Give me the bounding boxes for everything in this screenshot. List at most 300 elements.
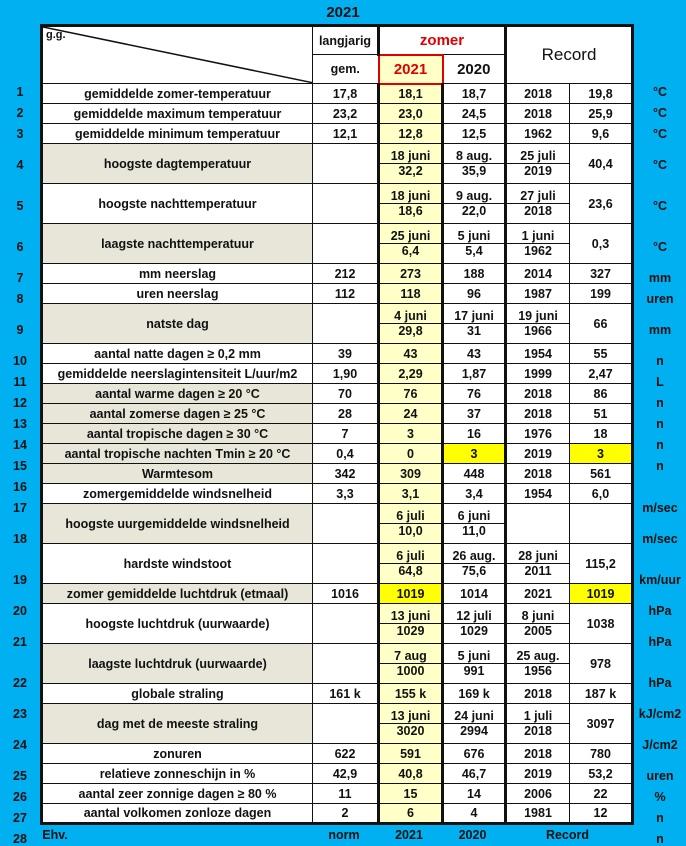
record-year-cell: 1954 bbox=[506, 344, 570, 364]
row-unit: n bbox=[656, 396, 664, 410]
record-year-cell-value: 2011 bbox=[524, 564, 552, 578]
row-unit: °C bbox=[652, 240, 668, 254]
norm-cell: 1016 bbox=[313, 584, 379, 604]
footer-2020: 2020 bbox=[458, 828, 487, 842]
prev-year-cell-value: 991 bbox=[463, 664, 485, 678]
norm-cell bbox=[313, 544, 379, 584]
row-number: 7 bbox=[16, 271, 24, 285]
prev-year-cell-value: 22,0 bbox=[461, 204, 487, 218]
table-row bbox=[42, 684, 633, 704]
cur-year-cell: 15 bbox=[379, 784, 443, 804]
norm-cell: 12,1 bbox=[313, 124, 379, 144]
prev-year-cell: 18,7 bbox=[443, 84, 506, 104]
row-label: zonuren bbox=[42, 744, 313, 764]
record-year-cell: 2006 bbox=[506, 784, 570, 804]
prev-year-cell: 37 bbox=[443, 404, 506, 424]
footer-norm: norm bbox=[328, 828, 360, 842]
norm-cell bbox=[313, 304, 379, 344]
row-unit: mm bbox=[648, 271, 672, 285]
cur-year-cell: 591 bbox=[379, 744, 443, 764]
cur-year-cell: 118 bbox=[379, 284, 443, 304]
row-unit: °C bbox=[652, 158, 668, 172]
cur-year-cell bbox=[379, 604, 443, 644]
record-year-cell: 2018 bbox=[506, 384, 570, 404]
norm-cell: 1,90 bbox=[313, 364, 379, 384]
row-label: zomer gemiddelde luchtdruk (etmaal) bbox=[42, 584, 313, 604]
row-unit: mm bbox=[648, 323, 672, 337]
cur-year-cell-value: 3020 bbox=[396, 724, 425, 738]
row-unit: uren bbox=[646, 292, 674, 306]
table-row bbox=[42, 124, 633, 144]
year-2021-header: 2021 bbox=[379, 55, 443, 84]
prev-year-cell bbox=[443, 304, 506, 344]
norm-cell: 0,4 bbox=[313, 444, 379, 464]
cur-year-cell: 18,1 bbox=[379, 84, 443, 104]
row-number: 25 bbox=[13, 769, 27, 783]
cur-year-cell: 24 bbox=[379, 404, 443, 424]
prev-year-cell-date: 24 juni bbox=[444, 709, 504, 724]
cur-year-cell: 155 k bbox=[379, 684, 443, 704]
cur-year-cell: 1019 bbox=[379, 584, 443, 604]
table-row bbox=[42, 644, 633, 684]
record-year-cell: 1999 bbox=[506, 364, 570, 384]
record-year-cell-date: 8 juni bbox=[507, 609, 569, 624]
prev-year-cell: 1,87 bbox=[443, 364, 506, 384]
prev-year-cell: 43 bbox=[443, 344, 506, 364]
row-unit: °C bbox=[652, 85, 668, 99]
norm-cell bbox=[313, 644, 379, 684]
prev-year-cell: 24,5 bbox=[443, 104, 506, 124]
row-unit: n bbox=[656, 811, 664, 825]
row-label: relatieve zonneschijn in % bbox=[42, 764, 313, 784]
norm-cell: 112 bbox=[313, 284, 379, 304]
norm-cell bbox=[313, 704, 379, 744]
row-number: 13 bbox=[13, 417, 27, 431]
record-year-cell bbox=[506, 144, 570, 184]
cur-year-cell-value: 64,8 bbox=[398, 564, 423, 578]
record-value-cell: 55 bbox=[570, 344, 633, 364]
record-value-cell: 6,0 bbox=[570, 484, 633, 504]
zomer-header: zomer bbox=[379, 26, 506, 55]
cur-year-cell: 6 bbox=[379, 804, 443, 824]
cur-year-cell-date: 13 juni bbox=[380, 609, 441, 624]
record-year-cell: 2018 bbox=[506, 744, 570, 764]
prev-year-cell-value: 35,9 bbox=[461, 164, 487, 178]
row-number: 8 bbox=[16, 292, 24, 306]
record-year-cell-value: 1956 bbox=[524, 664, 552, 678]
cur-year-cell bbox=[379, 144, 443, 184]
row-number: 16 bbox=[13, 480, 27, 494]
norm-cell bbox=[313, 504, 379, 544]
record-year-cell-date: 25 aug. bbox=[507, 649, 569, 664]
norm-cell: 70 bbox=[313, 384, 379, 404]
record-value-cell: 19,8 bbox=[570, 84, 633, 104]
record-value-cell: 327 bbox=[570, 264, 633, 284]
prev-year-cell-value: 31 bbox=[467, 324, 481, 338]
norm-cell: 2 bbox=[313, 804, 379, 824]
table-row bbox=[42, 504, 633, 544]
cur-year-cell bbox=[379, 304, 443, 344]
record-year-cell bbox=[506, 604, 570, 644]
record-year-cell: 2018 bbox=[506, 404, 570, 424]
prev-year-cell: 169 k bbox=[443, 684, 506, 704]
row-unit: °C bbox=[652, 127, 668, 141]
record-value-cell: 115,2 bbox=[570, 544, 633, 584]
record-value-cell bbox=[570, 504, 633, 544]
row-number: 1 bbox=[16, 85, 24, 99]
cur-year-cell: 3 bbox=[379, 424, 443, 444]
table-row bbox=[42, 484, 633, 504]
cur-year-cell-date: 7 aug bbox=[380, 649, 441, 664]
row-number: 20 bbox=[13, 604, 27, 618]
row-label: gemiddelde zomer-temperatuur bbox=[42, 84, 313, 104]
record-value-cell: 66 bbox=[570, 304, 633, 344]
row-label: aantal volkomen zonloze dagen bbox=[42, 804, 313, 824]
record-value-cell: 1019 bbox=[570, 584, 633, 604]
row-label: laagste nachttemperatuur bbox=[42, 224, 313, 264]
record-year-cell bbox=[506, 644, 570, 684]
prev-year-cell: 12,5 bbox=[443, 124, 506, 144]
record-value-cell: 51 bbox=[570, 404, 633, 424]
table-row bbox=[42, 584, 633, 604]
row-number: 14 bbox=[13, 438, 27, 452]
row-unit: J/cm2 bbox=[642, 738, 678, 752]
prev-year-cell: 76 bbox=[443, 384, 506, 404]
row-number: 15 bbox=[13, 459, 27, 473]
cur-year-cell: 0 bbox=[379, 444, 443, 464]
prev-year-cell-date: 9 aug. bbox=[444, 189, 504, 204]
corner-cell bbox=[42, 26, 313, 84]
record-year-cell-value: 2018 bbox=[524, 204, 552, 218]
cur-year-cell-date: 4 juni bbox=[380, 309, 441, 324]
row-label: aantal warme dagen ≥ 20 °C bbox=[42, 384, 313, 404]
norm-cell bbox=[313, 604, 379, 644]
row-unit: hPa bbox=[648, 676, 672, 690]
row-unit: n bbox=[656, 438, 664, 452]
cur-year-cell: 12,8 bbox=[379, 124, 443, 144]
row-unit: % bbox=[654, 790, 666, 804]
row-label: gemiddelde minimum temperatuur bbox=[42, 124, 313, 144]
row-unit: n bbox=[656, 417, 664, 431]
record-year-cell-date: 28 juni bbox=[507, 549, 569, 564]
row-number: 9 bbox=[16, 323, 24, 337]
row-unit: kJ/cm2 bbox=[638, 707, 682, 721]
row-unit: hPa bbox=[648, 635, 672, 649]
prev-year-cell: 1014 bbox=[443, 584, 506, 604]
norm-cell: 17,8 bbox=[313, 84, 379, 104]
table-row bbox=[42, 304, 633, 344]
row-number: 4 bbox=[16, 158, 24, 172]
cur-year-cell-date: 6 juli bbox=[380, 549, 441, 564]
record-year-cell: 2018 bbox=[506, 464, 570, 484]
cur-year-cell-date: 6 juli bbox=[380, 509, 441, 524]
prev-year-cell: 96 bbox=[443, 284, 506, 304]
record-value-cell: 199 bbox=[570, 284, 633, 304]
table-row bbox=[42, 784, 633, 804]
prev-year-cell bbox=[443, 604, 506, 644]
prev-year-cell-value: 11,0 bbox=[462, 524, 486, 538]
cur-year-cell-value: 29,8 bbox=[398, 324, 423, 338]
row-number: 11 bbox=[13, 375, 27, 389]
cur-year-cell-value: 18,6 bbox=[398, 204, 423, 218]
cur-year-cell bbox=[379, 504, 443, 544]
row-number: 26 bbox=[13, 790, 27, 804]
prev-year-cell bbox=[443, 704, 506, 744]
table-row bbox=[42, 604, 633, 644]
cur-year-cell bbox=[379, 644, 443, 684]
row-number: 18 bbox=[13, 532, 27, 546]
record-year-cell-date: 19 juni bbox=[507, 309, 569, 324]
norm-cell: 42,9 bbox=[313, 764, 379, 784]
table-row bbox=[42, 264, 633, 284]
row-number: 17 bbox=[13, 501, 27, 515]
corner-label: g.g. bbox=[46, 29, 66, 41]
page-title: 2021 bbox=[326, 4, 360, 21]
table-row bbox=[42, 744, 633, 764]
row-number: 3 bbox=[16, 127, 24, 141]
cur-year-cell-date: 18 juni bbox=[380, 189, 441, 204]
record-year-cell-value: 1966 bbox=[524, 324, 552, 338]
record-year-cell: 2021 bbox=[506, 584, 570, 604]
row-unit: n bbox=[656, 459, 664, 473]
row-label: aantal tropische nachten Tmin ≥ 20 °C bbox=[42, 444, 313, 464]
row-number: 21 bbox=[13, 635, 27, 649]
record-value-cell: 780 bbox=[570, 744, 633, 764]
row-number: 27 bbox=[13, 811, 27, 825]
year-2020-header: 2020 bbox=[443, 55, 506, 84]
row-unit: n bbox=[656, 832, 664, 846]
prev-year-cell-value: 2994 bbox=[460, 724, 488, 738]
prev-year-cell-value: 75,6 bbox=[461, 564, 487, 578]
record-year-cell-date: 1 juni bbox=[507, 229, 569, 244]
table-row bbox=[42, 804, 633, 824]
record-value-cell: 23,6 bbox=[570, 184, 633, 224]
prev-year-cell bbox=[443, 504, 506, 544]
row-unit: °C bbox=[652, 199, 668, 213]
row-number: 5 bbox=[16, 199, 24, 213]
prev-year-cell: 14 bbox=[443, 784, 506, 804]
table-row bbox=[42, 344, 633, 364]
table-row bbox=[42, 384, 633, 404]
record-value-cell: 22 bbox=[570, 784, 633, 804]
row-label: hoogste dagtemperatuur bbox=[42, 144, 313, 184]
footer-record: Record bbox=[545, 828, 590, 842]
row-label: laagste luchtdruk (uurwaarde) bbox=[42, 644, 313, 684]
row-unit: °C bbox=[652, 106, 668, 120]
cur-year-cell-value: 1029 bbox=[396, 624, 425, 638]
cur-year-cell bbox=[379, 544, 443, 584]
row-unit: n bbox=[656, 354, 664, 368]
norm-cell: 11 bbox=[313, 784, 379, 804]
row-label: globale straling bbox=[42, 684, 313, 704]
table-row bbox=[42, 84, 633, 104]
cur-year-cell-value: 6,4 bbox=[401, 244, 420, 258]
row-unit: L bbox=[656, 375, 664, 389]
table-row bbox=[42, 444, 633, 464]
table-row bbox=[42, 224, 633, 264]
record-value-cell: 25,9 bbox=[570, 104, 633, 124]
table-row bbox=[42, 764, 633, 784]
prev-year-cell-date: 26 aug. bbox=[444, 549, 504, 564]
prev-year-cell: 3,4 bbox=[443, 484, 506, 504]
norm-cell bbox=[313, 224, 379, 264]
norm-cell: 342 bbox=[313, 464, 379, 484]
record-year-cell-value: 2018 bbox=[524, 724, 552, 738]
row-label: mm neerslag bbox=[42, 264, 313, 284]
record-value-cell: 1038 bbox=[570, 604, 633, 644]
prev-year-cell-date: 8 aug. bbox=[444, 149, 504, 164]
record-year-cell: 1981 bbox=[506, 804, 570, 824]
row-label: aantal zomerse dagen ≥ 25 °C bbox=[42, 404, 313, 424]
row-unit: m/sec bbox=[642, 532, 678, 546]
record-value-cell: 0,3 bbox=[570, 224, 633, 264]
row-number: 24 bbox=[13, 738, 27, 752]
record-year-cell-value: 2019 bbox=[524, 164, 552, 178]
norm-cell: 39 bbox=[313, 344, 379, 364]
prev-year-cell-value: 1029 bbox=[460, 624, 488, 638]
row-label: gemiddelde maximum temperatuur bbox=[42, 104, 313, 124]
prev-year-cell bbox=[443, 644, 506, 684]
record-year-cell: 2018 bbox=[506, 684, 570, 704]
cur-year-cell: 273 bbox=[379, 264, 443, 284]
record-year-cell-date: 1 juli bbox=[507, 709, 569, 724]
row-label: aantal zeer zonnige dagen ≥ 80 % bbox=[42, 784, 313, 804]
langjarig-header: langjarig bbox=[313, 26, 379, 55]
row-label: zomergemiddelde windsnelheid bbox=[42, 484, 313, 504]
record-value-cell: 3 bbox=[570, 444, 633, 464]
row-number: 22 bbox=[13, 676, 27, 690]
cur-year-cell bbox=[379, 184, 443, 224]
norm-cell: 212 bbox=[313, 264, 379, 284]
prev-year-cell-date: 17 juni bbox=[444, 309, 504, 324]
record-value-cell: 9,6 bbox=[570, 124, 633, 144]
record-year-cell bbox=[506, 224, 570, 264]
row-label: hoogste luchtdruk (uurwaarde) bbox=[42, 604, 313, 644]
row-unit: m/sec bbox=[642, 501, 678, 515]
record-year-cell: 2018 bbox=[506, 104, 570, 124]
record-year-cell bbox=[506, 544, 570, 584]
record-year-cell: 2014 bbox=[506, 264, 570, 284]
record-year-cell: 1987 bbox=[506, 284, 570, 304]
cur-year-cell bbox=[379, 224, 443, 264]
table-row bbox=[42, 104, 633, 124]
prev-year-cell: 3 bbox=[443, 444, 506, 464]
norm-cell: 161 k bbox=[313, 684, 379, 704]
row-number: 2 bbox=[16, 106, 24, 120]
row-number: 19 bbox=[13, 573, 27, 587]
norm-cell: 7 bbox=[313, 424, 379, 444]
row-number: 6 bbox=[16, 240, 24, 254]
prev-year-cell: 448 bbox=[443, 464, 506, 484]
prev-year-cell bbox=[443, 144, 506, 184]
table-row bbox=[42, 144, 633, 184]
record-year-cell-date: 27 juli bbox=[507, 189, 569, 204]
prev-year-cell bbox=[443, 184, 506, 224]
prev-year-cell: 46,7 bbox=[443, 764, 506, 784]
norm-cell bbox=[313, 184, 379, 224]
table-row bbox=[42, 704, 633, 744]
footer-2021: 2021 bbox=[395, 828, 423, 842]
record-value-cell: 2,47 bbox=[570, 364, 633, 384]
prev-year-cell: 4 bbox=[443, 804, 506, 824]
record-value-cell: 53,2 bbox=[570, 764, 633, 784]
table-row bbox=[42, 184, 633, 224]
prev-year-cell bbox=[443, 224, 506, 264]
summer-stats-table bbox=[40, 24, 634, 825]
row-label: aantal tropische dagen ≥ 30 °C bbox=[42, 424, 313, 444]
row-label: natste dag bbox=[42, 304, 313, 344]
cur-year-cell-value: 32,2 bbox=[398, 164, 423, 178]
cur-year-cell-value: 10,0 bbox=[398, 524, 423, 538]
table-row bbox=[42, 544, 633, 584]
record-year-cell-date: 25 juli bbox=[507, 149, 569, 164]
record-value-cell: 86 bbox=[570, 384, 633, 404]
record-year-cell bbox=[506, 704, 570, 744]
norm-cell: 28 bbox=[313, 404, 379, 424]
record-year-cell bbox=[506, 504, 570, 544]
prev-year-cell-date: 5 juni bbox=[444, 649, 504, 664]
row-number: 28 bbox=[13, 832, 27, 846]
row-label: hoogste nachttemperatuur bbox=[42, 184, 313, 224]
record-year-cell: 2019 bbox=[506, 764, 570, 784]
row-number: 10 bbox=[13, 354, 27, 368]
record-value-cell: 12 bbox=[570, 804, 633, 824]
record-value-cell: 3097 bbox=[570, 704, 633, 744]
record-header: Record bbox=[506, 26, 633, 84]
record-value-cell: 40,4 bbox=[570, 144, 633, 184]
cur-year-cell: 2,29 bbox=[379, 364, 443, 384]
norm-cell: 622 bbox=[313, 744, 379, 764]
norm-cell bbox=[313, 144, 379, 184]
table-row bbox=[42, 424, 633, 444]
record-year-cell-value: 2005 bbox=[524, 624, 552, 638]
prev-year-cell bbox=[443, 544, 506, 584]
row-label: hoogste uurgemiddelde windsnelheid bbox=[42, 504, 313, 544]
cur-year-cell bbox=[379, 704, 443, 744]
record-value-cell: 978 bbox=[570, 644, 633, 684]
norm-cell: 3,3 bbox=[313, 484, 379, 504]
cur-year-cell: 3,1 bbox=[379, 484, 443, 504]
prev-year-cell-date: 6 juni bbox=[444, 509, 504, 524]
footer-ehv: Ehv. bbox=[42, 828, 68, 842]
record-year-cell: 2018 bbox=[506, 84, 570, 104]
prev-year-cell: 676 bbox=[443, 744, 506, 764]
table-row bbox=[42, 364, 633, 384]
record-year-cell: 2019 bbox=[506, 444, 570, 464]
row-label: dag met de meeste straling bbox=[42, 704, 313, 744]
table-row bbox=[42, 464, 633, 484]
norm-cell: 23,2 bbox=[313, 104, 379, 124]
cur-year-cell: 43 bbox=[379, 344, 443, 364]
record-year-cell: 1954 bbox=[506, 484, 570, 504]
table-row bbox=[42, 404, 633, 424]
prev-year-cell-value: 5,4 bbox=[465, 244, 483, 258]
prev-year-cell-date: 12 juli bbox=[444, 609, 504, 624]
row-unit: hPa bbox=[648, 604, 672, 618]
row-label: hardste windstoot bbox=[42, 544, 313, 584]
row-number: 23 bbox=[13, 707, 27, 721]
cur-year-cell-date: 18 juni bbox=[380, 149, 441, 164]
row-label: gemiddelde neerslagintensiteit L/uur/m2 bbox=[42, 364, 313, 384]
gem-header: gem. bbox=[313, 55, 379, 84]
cur-year-cell: 76 bbox=[379, 384, 443, 404]
prev-year-cell-date: 5 juni bbox=[444, 229, 504, 244]
cur-year-cell-date: 25 juni bbox=[380, 229, 441, 244]
cur-year-cell: 23,0 bbox=[379, 104, 443, 124]
cur-year-cell: 309 bbox=[379, 464, 443, 484]
row-number: 12 bbox=[13, 396, 27, 410]
table-row bbox=[42, 284, 633, 304]
